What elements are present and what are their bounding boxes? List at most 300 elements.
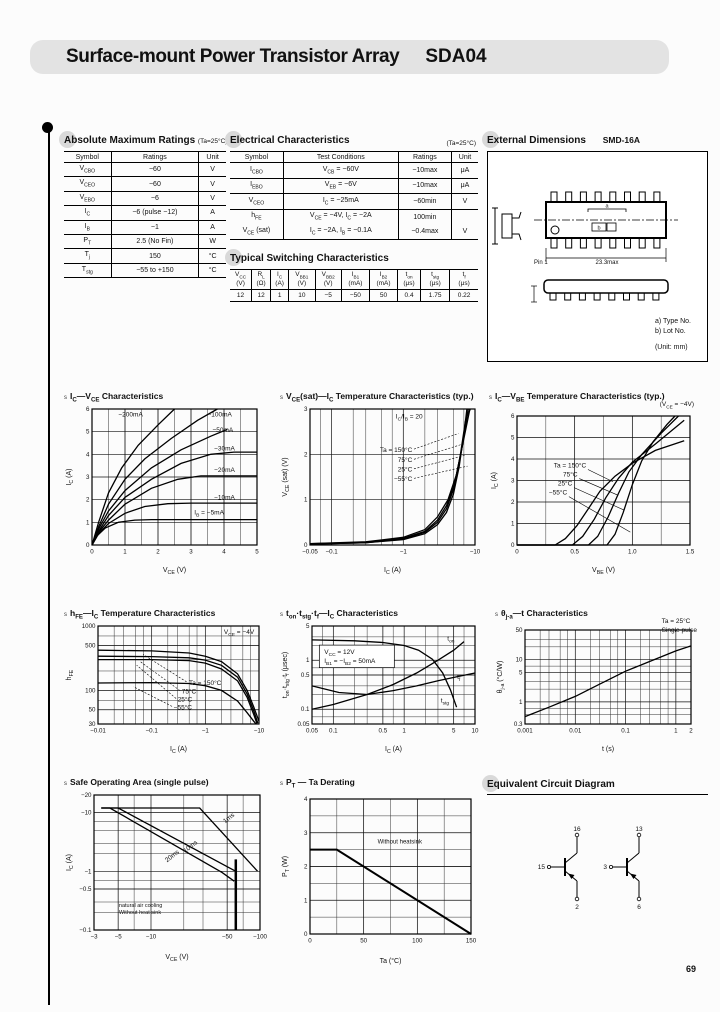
series-thja <box>525 646 691 717</box>
svg-text:−200mA: −200mA <box>118 411 143 419</box>
svg-text:0.5: 0.5 <box>570 548 579 556</box>
svg-text:4: 4 <box>86 451 90 459</box>
equivalent-circuit-diagram <box>487 809 708 934</box>
svg-text:1: 1 <box>304 496 308 504</box>
chart-title: $V_{CE}(sat)—I_C$ Temperature Characteristics (typ.) <box>286 391 474 404</box>
section-external-dimensions <box>487 135 708 362</box>
svg-text:a: a <box>605 203 609 210</box>
table-cell: $h_{FE}$ <box>230 209 283 224</box>
svg-text:tstg: $t_{stg}$ <box>440 697 450 707</box>
svg-text:−100mA: −100mA <box>207 411 232 419</box>
table-cell: −10max <box>398 178 451 194</box>
unit-note: (Unit: mm) <box>654 343 688 351</box>
svg-text:IC (A): $I_C$ (A) <box>491 471 500 490</box>
svg-text:6: 6 <box>511 413 515 420</box>
chart-plot <box>64 403 271 575</box>
chart-plot <box>280 403 487 575</box>
chart-plot <box>489 403 702 575</box>
svg-text:−0.05: −0.05 <box>302 548 318 556</box>
table-cell: $V_{CEO}$ <box>64 177 111 191</box>
svg-text:75°C: 75°C <box>397 457 413 465</box>
svg-text:1: 1 <box>86 519 90 527</box>
table-cell: $V_{CE} = -4V$, $I_C = -2A$ <box>283 209 398 224</box>
table-row <box>230 194 478 210</box>
svg-text:5: 5 <box>451 727 456 735</box>
table-cell: −60 <box>111 177 199 191</box>
chart-marker: s <box>280 395 283 401</box>
abs-max-condition: (Ta=25°C) <box>197 138 228 145</box>
svg-text:0.1: 0.1 <box>329 727 338 735</box>
svg-text:−0.01: −0.01 <box>90 727 106 735</box>
table-cell: $I_C = -25mA$ <box>283 194 398 210</box>
table-cell: 1.75 <box>421 290 450 302</box>
electrical-title: Electrical Characteristics <box>230 135 350 146</box>
section-title-switching <box>230 253 478 264</box>
svg-text:Without heatsink: Without heatsink <box>377 839 422 846</box>
svg-text:1ms: 1ms <box>222 811 237 825</box>
svg-text:5: 5 <box>86 428 90 436</box>
svg-text:20ms: 20ms <box>163 848 181 865</box>
section-title-equivalent-circuit <box>487 779 708 795</box>
chart-marker: s <box>495 612 498 618</box>
svg-text:3: 3 <box>189 548 193 556</box>
svg-text:25°C: 25°C <box>557 480 573 488</box>
section-title-external-dimensions <box>487 135 708 146</box>
svg-text:1: 1 <box>402 727 406 735</box>
chart-title: $I_C—V_{BE}$ Temperature Characteristics (typ.) <box>495 391 665 404</box>
chart-plot <box>280 789 487 966</box>
svg-text:2: 2 <box>689 727 693 735</box>
svg-text:15: 15 <box>537 864 545 871</box>
svg-text:θj-a (°C/W): $\theta_{j-a}$ (°C/W) <box>497 660 506 694</box>
table-cell: $V_{EB} = -6V$ <box>283 178 398 194</box>
chart-plot <box>280 620 487 754</box>
table-row <box>64 206 226 220</box>
svg-text:1: 1 <box>304 897 308 905</box>
column-header: $I_C$ (A) <box>271 269 289 289</box>
page-title: Surface-mount Power Transistor Array <box>66 46 400 67</box>
svg-text:Without heat sink: Without heat sink <box>118 909 162 916</box>
chart-marker: s <box>489 395 492 401</box>
chart-thja-t <box>495 608 705 754</box>
chart-title: $h_{FE}—I_C$ Temperature Characteristics <box>70 608 216 621</box>
svg-text:6: 6 <box>86 406 90 413</box>
svg-text:2: 2 <box>511 499 515 506</box>
section-title-electrical <box>230 135 478 146</box>
table-cell: $I_{EBO}$ <box>230 178 283 194</box>
svg-text:0.5: 0.5 <box>378 727 388 735</box>
svg-text:IC (A): $I_C$ (A) <box>169 746 188 754</box>
switching-title: Typical Switching Characteristics <box>230 252 389 264</box>
table-row <box>64 263 226 277</box>
svg-text:IC (A): $I_C$ (A) <box>384 746 403 754</box>
table-cell: −50 <box>341 290 369 302</box>
svg-text:0.1: 0.1 <box>300 706 310 714</box>
chart-ton-tstg-tf <box>280 608 487 754</box>
svg-text:VCC = 12V: $V_{CC} = 12V$ <box>324 648 355 658</box>
package-name: SMD-16A <box>602 135 641 145</box>
svg-text:ton·tstg·tf (μsec): $t_{on}\cdot t_{stg}\cdot t_f$ (μsec) <box>282 651 291 699</box>
series-Ta75 <box>98 656 258 723</box>
table-cell: 150 <box>111 249 199 263</box>
svg-text:3: 3 <box>603 864 607 871</box>
column-header: $V_{CC}$ (V) <box>230 269 252 289</box>
table-cell: −6 (pulse −12) <box>111 206 199 220</box>
package-outline-box <box>487 151 708 362</box>
table-cell: V <box>199 163 226 177</box>
svg-text:Ta (°C): Ta (°C) <box>379 958 402 965</box>
svg-text:30: 30 <box>88 721 96 728</box>
svg-text:IB1 = −IB2 = 50mA: $I_{B1} = -I_{B2} = 50mA$ <box>324 657 376 667</box>
svg-text:−1: −1 <box>399 548 407 556</box>
svg-text:−3: −3 <box>90 933 98 941</box>
svg-text:−5: −5 <box>114 933 122 941</box>
chart-subtitle: $(V_{CE} = -4V)$ <box>659 401 694 410</box>
table-row <box>64 177 226 191</box>
svg-text:3: 3 <box>304 829 308 837</box>
table-row <box>64 234 226 248</box>
series-Ta25 <box>98 660 257 724</box>
svg-text:3: 3 <box>304 406 308 413</box>
svg-text:50: 50 <box>515 627 523 634</box>
svg-text:75°C: 75°C <box>563 471 578 479</box>
table-row <box>64 220 226 234</box>
table-cell: 12 <box>230 290 252 302</box>
table-cell: −60min <box>398 194 451 210</box>
svg-text:−10: −10 <box>145 933 157 941</box>
abs-max-title: Absolute Maximum Ratings <box>64 135 196 146</box>
pin1-label: Pin 1 <box>534 260 548 266</box>
external-dimensions-title: External Dimensions <box>487 135 586 146</box>
package-notes <box>655 317 691 354</box>
svg-text:150: 150 <box>465 937 477 945</box>
svg-text:0.05: 0.05 <box>305 727 319 735</box>
svg-text:−55°C: −55°C <box>173 704 192 712</box>
table-cell: V <box>199 191 226 205</box>
table-cell: $T_{stg}$ <box>64 263 111 277</box>
svg-text:50: 50 <box>360 937 368 945</box>
table-cell: $T_j$ <box>64 249 111 263</box>
svg-text:6: 6 <box>637 904 641 911</box>
svg-text:75°C: 75°C <box>181 688 197 696</box>
svg-text:hFE: $h_{FE}$ <box>66 669 75 681</box>
svg-text:−10: −10 <box>253 727 265 735</box>
column-header: $t_f$ (μs) <box>450 269 478 289</box>
svg-text:13: 13 <box>635 826 643 833</box>
svg-text:5: 5 <box>255 548 259 556</box>
svg-text:−1: −1 <box>201 727 209 735</box>
column-header: Symbol <box>64 152 111 163</box>
svg-text:2: 2 <box>304 451 308 459</box>
table-cell: −10max <box>398 163 451 179</box>
table-cell: $I_C$ <box>64 206 111 220</box>
equivalent-circuit-svg <box>487 809 707 929</box>
table-cell: −1 <box>111 220 199 234</box>
svg-text:1: 1 <box>674 727 678 735</box>
series-Ta25 <box>310 409 470 544</box>
svg-text:t (s): t (s) <box>601 746 615 753</box>
svg-text:5: 5 <box>519 669 523 677</box>
svg-text:−20mA: −20mA <box>214 467 235 475</box>
svg-text:−30mA: −30mA <box>214 445 235 453</box>
electrical-condition: (Ta=25°C) <box>446 140 476 147</box>
svg-text:0.1: 0.1 <box>621 727 630 735</box>
chart-soa <box>64 777 274 962</box>
chart-marker: s <box>280 612 283 618</box>
section-equivalent-circuit <box>487 779 708 934</box>
table-cell: V <box>451 194 478 210</box>
margin-rule <box>48 130 50 1005</box>
svg-text:1000: 1000 <box>81 623 96 630</box>
chart-hfe-ic <box>64 608 271 754</box>
table-cell: 50 <box>369 290 397 302</box>
table-cell: 10 <box>289 290 315 302</box>
column-header: $R_L$ (Ω) <box>252 269 271 289</box>
table-cell: −60 <box>111 163 199 177</box>
section-electrical-characteristics <box>230 135 478 302</box>
svg-text:0: 0 <box>511 542 515 549</box>
chart-marker: s <box>64 612 67 618</box>
svg-text:Ta = 150°C: Ta = 150°C <box>188 679 222 687</box>
svg-text:100: 100 <box>412 937 423 945</box>
column-header: Unit <box>451 152 478 163</box>
column-header: $t_{stg}$ (μs) <box>421 269 450 289</box>
table-header-row <box>230 152 478 163</box>
svg-text:0.3: 0.3 <box>513 721 523 728</box>
column-header: Ratings <box>111 152 199 163</box>
svg-text:0.001: 0.001 <box>517 727 533 735</box>
table-cell: °C <box>199 263 226 277</box>
svg-text:500: 500 <box>85 642 96 650</box>
chart-subtitle: Ta = 25°C Single pulse <box>661 618 697 634</box>
svg-text:0: 0 <box>515 548 519 556</box>
svg-text:0: 0 <box>86 542 90 549</box>
chart-plot <box>64 620 271 754</box>
series-Ta-55 <box>310 409 470 544</box>
table-cell: μA <box>451 163 478 179</box>
svg-text:5: 5 <box>511 434 515 442</box>
svg-text:IC/IB = 20: $I_C/I_B = 20$ <box>395 413 423 423</box>
svg-text:IC (A): $I_C$ (A) <box>66 853 75 872</box>
svg-text:−1: −1 <box>84 868 92 876</box>
table-cell: −5 <box>315 290 341 302</box>
svg-text:tf: $t_f$ <box>457 673 461 683</box>
column-header: Test Conditions <box>283 152 398 163</box>
svg-text:−50: −50 <box>221 933 233 941</box>
chart-title: Safe Operating Area (single pulse) <box>70 777 209 787</box>
section-absolute-maximum-ratings <box>64 135 226 278</box>
chart-title: $t_{on}\cdot t_{stg}\cdot t_f—I_C$ Characteristics <box>286 608 398 621</box>
electrical-table <box>230 151 478 240</box>
column-header: $V_{BB2}$ (V) <box>315 269 341 289</box>
table-cell: 2.5 (No Fin) <box>111 234 199 248</box>
svg-text:10: 10 <box>471 727 479 735</box>
table-cell: V <box>451 224 478 239</box>
svg-text:25°C: 25°C <box>397 466 413 474</box>
part-number: SDA04 <box>425 46 487 67</box>
chart-vce-sat-ic <box>280 391 487 575</box>
table-cell: 0.4 <box>398 290 421 302</box>
title-bar <box>30 40 669 74</box>
package-width-label: 23.3max <box>595 260 619 266</box>
svg-text:−50mA: −50mA <box>212 427 234 435</box>
svg-text:1: 1 <box>511 520 515 528</box>
column-header: Symbol <box>230 152 283 163</box>
table-header-row <box>230 269 478 289</box>
svg-text:IB = −5mA: $I_B = -5mA$ <box>194 509 224 519</box>
table-cell: $V_{CE}$ (sat) <box>242 226 271 237</box>
table-cell: 12 <box>252 290 271 302</box>
svg-text:2: 2 <box>575 904 579 911</box>
svg-text:natural air cooling: natural air cooling <box>118 903 163 910</box>
table-header-row <box>64 152 226 163</box>
chart-plot <box>495 620 705 754</box>
table-cell: $V_{EBO}$ <box>64 191 111 205</box>
svg-text:0: 0 <box>90 548 94 556</box>
chart-title: $P_T$ — Ta Derating <box>286 777 355 790</box>
table-cell: $V_{CEO}$ <box>230 194 283 210</box>
table-cell: A <box>199 220 226 234</box>
table-cell: $I_C = -2A$, $I_B = -0.1A$ <box>283 224 398 239</box>
svg-text:−55°C: −55°C <box>548 489 568 497</box>
svg-text:2: 2 <box>86 496 90 504</box>
svg-text:0.05: 0.05 <box>297 721 310 728</box>
table-cell: $V_{CB} = -60V$ <box>283 163 398 179</box>
chart-marker: s <box>64 781 67 787</box>
svg-text:3: 3 <box>86 474 90 481</box>
series-Ta75 <box>517 420 684 545</box>
svg-text:1.0: 1.0 <box>628 548 637 556</box>
series-Ta150 <box>310 409 467 544</box>
svg-text:5: 5 <box>306 623 310 630</box>
svg-text:Ta = 150°C: Ta = 150°C <box>379 446 413 454</box>
svg-text:VCE = −4V: $V_{CE} = -4V$ <box>223 628 255 638</box>
svg-text:50: 50 <box>88 706 96 714</box>
column-header: Ratings <box>398 152 451 163</box>
table-cell: A <box>199 206 226 220</box>
table-cell: μA <box>451 178 478 194</box>
svg-text:−10: −10 <box>81 809 92 817</box>
svg-text:10ms: 10ms <box>182 839 200 855</box>
table-cell <box>451 209 478 224</box>
page-number: 69 <box>686 964 697 974</box>
pnp-transistor-symbol <box>538 826 581 911</box>
table-row <box>230 163 478 179</box>
chart-marker: s <box>64 395 67 401</box>
svg-text:IC (A): $I_C$ (A) <box>66 468 75 486</box>
svg-text:ton: $t_{on}$ <box>447 635 455 645</box>
svg-text:Ta = 150°C: Ta = 150°C <box>553 462 587 470</box>
svg-text:10: 10 <box>515 656 523 664</box>
table-cell: $P_T$ <box>64 234 111 248</box>
note-lot-no: b) Lot No. <box>654 328 686 335</box>
column-header: $I_{B2}$ (mA) <box>369 269 397 289</box>
svg-text:−10mA: −10mA <box>214 494 235 502</box>
table-cell: −6 <box>111 191 199 205</box>
chart-pt-ta <box>280 777 487 966</box>
svg-text:100: 100 <box>85 687 96 695</box>
table-cell: W <box>199 234 226 248</box>
abs-max-table <box>64 151 226 278</box>
section-switching <box>230 253 478 302</box>
svg-text:4: 4 <box>304 796 308 803</box>
svg-text:b: b <box>597 225 601 232</box>
table-row <box>230 224 478 239</box>
svg-text:1: 1 <box>519 698 523 706</box>
svg-text:0: 0 <box>308 937 312 945</box>
svg-text:−0.5: −0.5 <box>79 885 92 893</box>
column-header: $t_{on}$ (μs) <box>398 269 421 289</box>
series-20ms <box>101 808 234 881</box>
svg-text:VCE (V): $V_{CE}$ (V) <box>162 567 187 575</box>
svg-text:0: 0 <box>304 931 308 938</box>
svg-text:2: 2 <box>156 548 160 556</box>
svg-text:IC (A): $I_C$ (A) <box>383 567 402 575</box>
table-cell: $I_{CBO}$ <box>230 163 283 179</box>
table-cell: 1 <box>271 290 289 302</box>
svg-text:0.5: 0.5 <box>300 672 310 679</box>
svg-text:−100: −100 <box>253 933 267 941</box>
section-title-abs-max <box>64 135 226 146</box>
table-cell: $I_B$ <box>64 220 111 234</box>
svg-text:PT (W): $P_T$ (W) <box>282 855 291 878</box>
table-row <box>64 249 226 263</box>
note-type-no: a) Type No. <box>654 317 691 325</box>
svg-text:1: 1 <box>306 657 310 665</box>
svg-text:0: 0 <box>304 542 308 549</box>
chart-plot <box>64 789 274 962</box>
table-cell: −55 to +150 <box>111 263 199 277</box>
svg-text:1: 1 <box>123 548 127 556</box>
svg-text:16: 16 <box>573 826 581 833</box>
equivalent-circuit-title: Equivalent Circuit Diagram <box>487 779 615 790</box>
svg-text:−0.1: −0.1 <box>145 727 158 735</box>
svg-text:VCE (V): $V_{CE}$ (V) <box>165 954 189 962</box>
table-cell: 100min <box>398 209 451 224</box>
svg-text:VBE (V): $V_{BE}$ (V) <box>592 567 615 575</box>
svg-text:4: 4 <box>511 456 515 463</box>
chart-ic-vbe <box>489 391 702 575</box>
column-header: $I_{B1}$ (mA) <box>341 269 369 289</box>
pnp-transistor-symbol <box>603 826 643 911</box>
svg-text:25°C: 25°C <box>177 696 193 704</box>
table-cell: −0.4max <box>398 224 451 239</box>
column-header: Unit <box>199 152 226 163</box>
svg-text:0.01: 0.01 <box>569 727 582 735</box>
chart-ic-vce <box>64 391 271 575</box>
chart-title: $\theta_{j-a}—t$ Characteristics <box>501 608 588 621</box>
chart-title: $I_C—V_{CE}$ Characteristics <box>70 391 164 404</box>
series-Ta150 <box>517 441 684 545</box>
chart-marker: s <box>280 781 283 787</box>
table-row <box>230 209 478 224</box>
svg-text:−0.1: −0.1 <box>79 927 92 934</box>
svg-text:1.5: 1.5 <box>685 548 695 556</box>
series-Ta75 <box>310 409 468 544</box>
svg-text:−10: −10 <box>469 548 481 556</box>
svg-text:−55°C: −55°C <box>393 476 413 484</box>
svg-text:−20: −20 <box>81 792 92 799</box>
svg-text:3: 3 <box>511 477 515 485</box>
table-row <box>64 163 226 177</box>
column-header: $V_{BB1}$ (V) <box>289 269 315 289</box>
table-cell: °C <box>199 249 226 263</box>
table-row <box>230 178 478 194</box>
switching-table <box>230 269 478 302</box>
table-cell: $V_{CBO}$ <box>64 163 111 177</box>
svg-text:−0.1: −0.1 <box>325 548 338 556</box>
svg-text:VCE (sat) (V): $V_{CE}$ (sat) (V) <box>282 457 291 497</box>
